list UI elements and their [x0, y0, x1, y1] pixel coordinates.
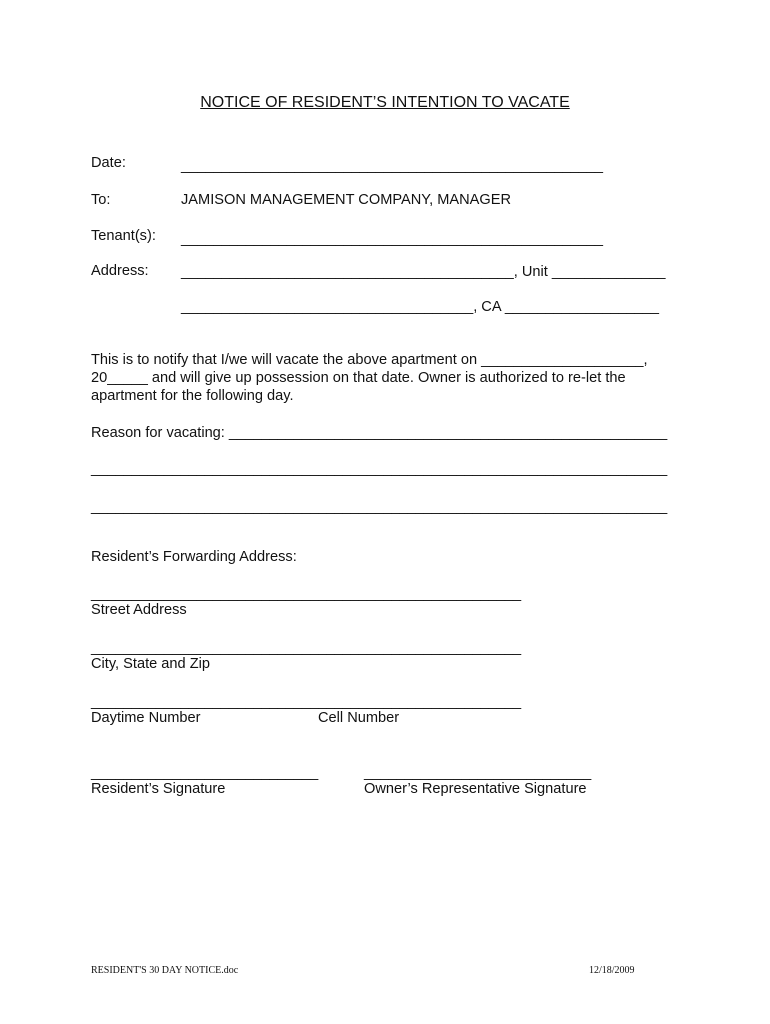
to-value: JAMISON MANAGEMENT COMPANY, MANAGER [181, 192, 512, 208]
city-state-zip-line[interactable]: _____________________________________________________ [91, 640, 522, 656]
owner-signature-line[interactable]: ____________________________ [364, 765, 592, 781]
tenants-field-line[interactable]: ____________________________________________________ [181, 231, 604, 247]
to-label: To: [91, 192, 111, 208]
street-address-line[interactable]: _____________________________________________________ [91, 586, 522, 602]
footer-filename: RESIDENT'S 30 DAY NOTICE.doc [91, 965, 239, 976]
date-label: Date: [91, 155, 126, 171]
phone-numbers-line[interactable]: _____________________________________________________ [91, 694, 522, 710]
address-line-1[interactable]: _________________________________________, Unit ______________ [181, 264, 666, 280]
forwarding-address-heading: Resident’s Forwarding Address: [91, 549, 297, 565]
notice-line-1: This is to notify that I/we will vacate the above apartment on ____________________, [91, 352, 648, 368]
cell-number-label: Cell Number [318, 710, 400, 726]
notice-line-2: 20_____ and will give up possession on that date. Owner is authorized to re-let the [91, 370, 626, 386]
city-state-zip-label: City, State and Zip [91, 656, 210, 672]
street-address-label: Street Address [91, 602, 187, 618]
tenants-label: Tenant(s): [91, 228, 156, 244]
reason-for-vacating[interactable]: Reason for vacating: ______________________________________________________ [91, 425, 668, 441]
owner-signature-label: Owner’s Representative Signature [364, 781, 587, 797]
daytime-number-label: Daytime Number [91, 710, 201, 726]
document-title: NOTICE OF RESIDENT’S INTENTION TO VACATE [200, 94, 570, 111]
address-label: Address: [91, 263, 149, 279]
resident-signature-line[interactable]: ____________________________ [91, 765, 319, 781]
reason-line-2[interactable]: _______________________________________________________________________ [91, 461, 668, 477]
resident-signature-label: Resident’s Signature [91, 781, 226, 797]
notice-line-3: apartment for the following day. [91, 388, 294, 404]
date-field-line[interactable]: ____________________________________________________ [181, 158, 604, 174]
address-line-2[interactable]: ____________________________________, CA ___________________ [181, 299, 660, 315]
reason-line-3[interactable]: _______________________________________________________________________ [91, 499, 668, 515]
footer-date: 12/18/2009 [589, 965, 635, 976]
